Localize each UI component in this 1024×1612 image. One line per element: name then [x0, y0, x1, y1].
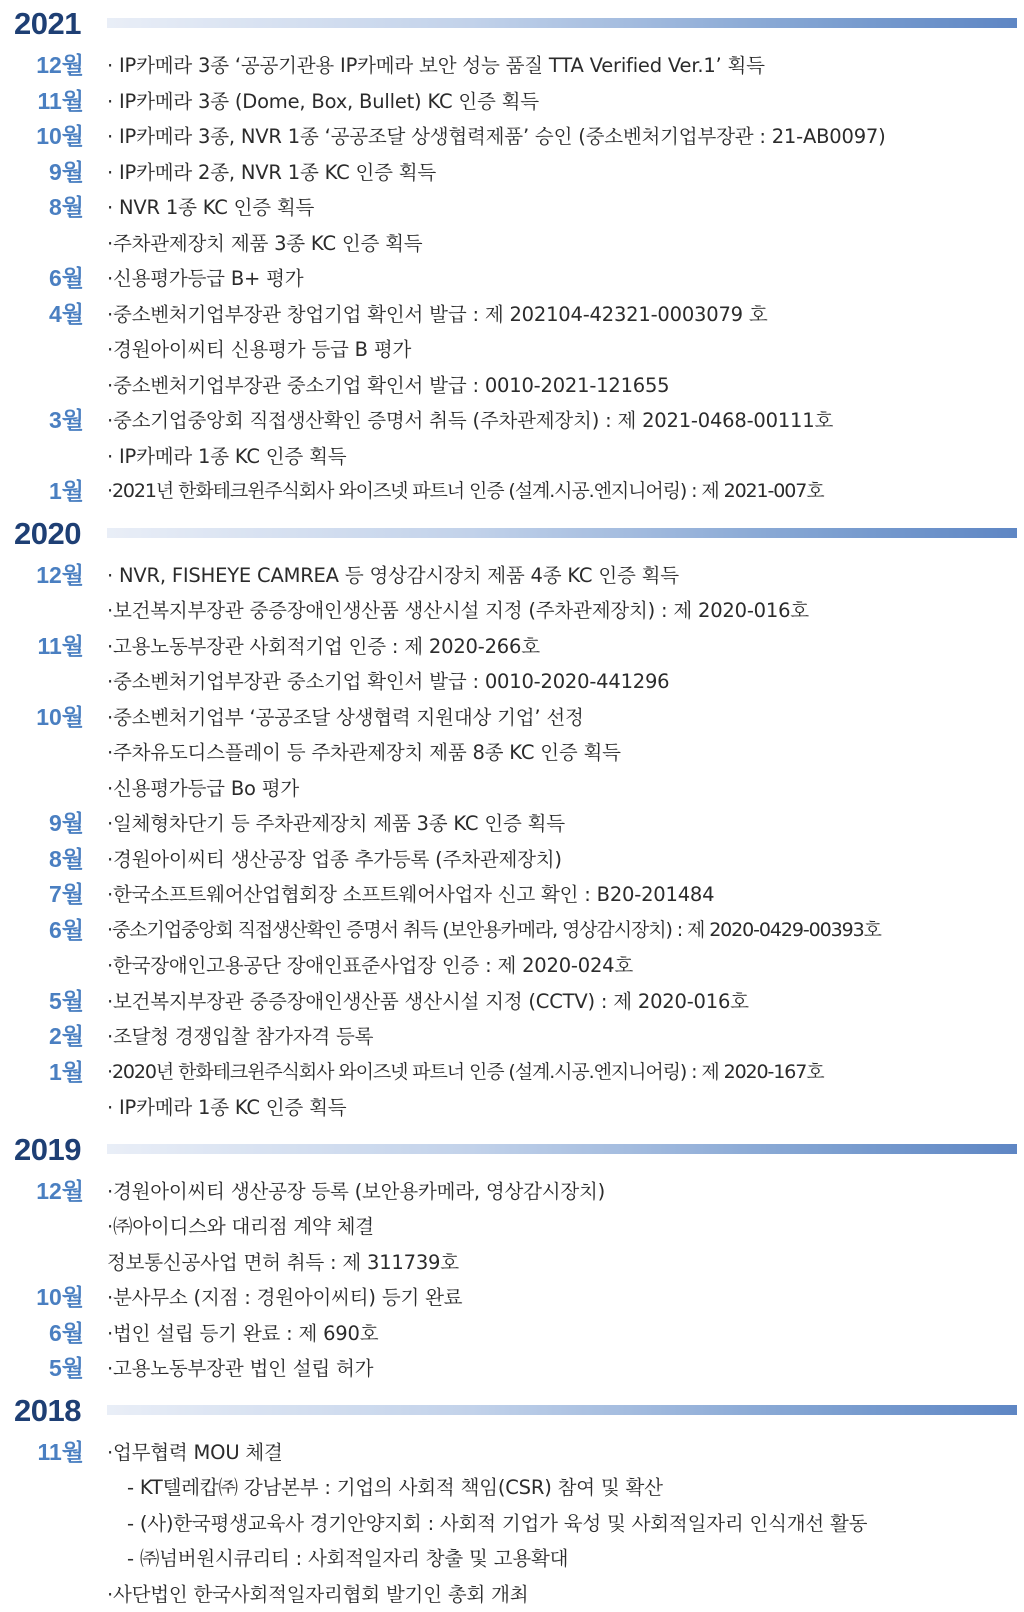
history-entry [0, 948, 1024, 984]
history-entry [0, 1541, 1024, 1577]
month-label [0, 1506, 84, 1541]
month-label: 2월 [0, 1019, 84, 1054]
history-entry [0, 1245, 1024, 1281]
month-label [0, 439, 84, 474]
month-label: 5월 [0, 1351, 84, 1386]
month-label: 9월 [0, 806, 84, 841]
history-entry [0, 700, 1024, 736]
month-label: 10월 [0, 1280, 84, 1315]
history-item-text: 정보통신공사업 면허 취득 : 제 311739호 [107, 1245, 459, 1280]
month-label [0, 771, 84, 806]
month-label [0, 593, 84, 628]
year-section-2018 [0, 1387, 1024, 1612]
history-entry [0, 297, 1024, 333]
history-item-text: ·경원아이씨티 생산공장 업종 추가등록 (주차관제장치) [107, 842, 562, 877]
history-entry [0, 1470, 1024, 1506]
month-label: 11월 [0, 84, 84, 119]
month-label [0, 948, 84, 983]
history-item-text: ·고용노동부장관 사회적기업 인증 : 제 2020-266호 [107, 629, 540, 664]
month-label [0, 368, 84, 403]
history-entry [0, 1090, 1024, 1126]
month-label [0, 1470, 84, 1505]
history-entry [0, 806, 1024, 842]
history-entry [0, 439, 1024, 475]
history-sub-item-text: - KT텔레캅㈜ 강남본부 : 기업의 사회적 책임(CSR) 참여 및 확산 [127, 1470, 663, 1505]
history-item-text: ·한국소프트웨어산업협회장 소프트웨어사업자 신고 확인 : B20-201484 [107, 877, 714, 912]
month-label [0, 664, 84, 699]
year-header [0, 0, 1024, 48]
year-section-2021 [0, 0, 1024, 510]
history-item-text: ·주차관제장치 제품 3종 KC 인증 획득 [107, 226, 422, 261]
history-entry [0, 84, 1024, 120]
year-header [0, 1126, 1024, 1174]
history-item-text: ·신용평가등급 Bo 평가 [107, 771, 299, 806]
year-divider-bar [107, 1405, 1017, 1415]
month-label: 12월 [0, 558, 84, 593]
history-sub-item-text: - (사)한국평생교육사 경기안양지회 : 사회적 기업가 육성 및 사회적일자리 인식개선 활동 [127, 1506, 867, 1541]
month-label: 11월 [0, 629, 84, 664]
month-label: 3월 [0, 403, 84, 438]
history-item-text: ·한국장애인고용공단 장애인표준사업장 인증 : 제 2020-024호 [107, 948, 633, 983]
month-label: 6월 [0, 261, 84, 296]
history-item-text: · IP카메라 2종, NVR 1종 KC 인증 획득 [107, 155, 436, 190]
history-item-text: ·㈜아이디스와 대리점 계약 체결 [107, 1209, 374, 1244]
history-entry [0, 913, 1024, 949]
year-header [0, 510, 1024, 558]
history-item-text: ·신용평가등급 B+ 평가 [107, 261, 303, 296]
history-item-text: ·중소벤처기업부장관 창업기업 확인서 발급 : 제 202104-42321-0003079 호 [107, 297, 768, 332]
month-label [0, 226, 84, 261]
month-label: 12월 [0, 1174, 84, 1209]
month-label: 8월 [0, 190, 84, 225]
history-item-text: ·중소벤처기업부장관 중소기업 확인서 발급 : 0010-2021-121655 [107, 368, 669, 403]
history-entry [0, 984, 1024, 1020]
history-item-text: ·업무협력 MOU 체결 [107, 1435, 283, 1470]
history-entry [0, 332, 1024, 368]
history-item-text: · NVR 1종 KC 인증 획득 [107, 190, 314, 225]
year-label: 2021 [14, 0, 81, 48]
month-label [0, 1090, 84, 1125]
month-label: 12월 [0, 48, 84, 83]
history-entry [0, 1019, 1024, 1055]
month-label: 4월 [0, 297, 84, 332]
month-label [0, 1577, 84, 1612]
history-item-text: ·2020년 한화테크윈주식회사 와이즈넷 파트너 인증 (설계.시공.엔지니어링) : 제 2020-167호 [107, 1055, 824, 1090]
history-entry [0, 1506, 1024, 1542]
month-label: 1월 [0, 474, 84, 509]
history-item-text: ·법인 설립 등기 완료 : 제 690호 [107, 1316, 378, 1351]
history-entry [0, 155, 1024, 191]
year-section-2019 [0, 1126, 1024, 1387]
history-entry [0, 735, 1024, 771]
history-item-text: ·경원아이씨티 생산공장 등록 (보안용카메라, 영상감시장치) [107, 1174, 605, 1209]
history-entry [0, 664, 1024, 700]
history-item-text: ·중소벤처기업부장관 중소기업 확인서 발급 : 0010-2020-441296 [107, 664, 669, 699]
history-item-text: ·고용노동부장관 법인 설립 허가 [107, 1351, 373, 1386]
history-entry [0, 261, 1024, 297]
history-item-text: ·경원아이씨티 신용평가 등급 B 평가 [107, 332, 411, 367]
month-label [0, 332, 84, 367]
history-entry [0, 842, 1024, 878]
history-entry [0, 877, 1024, 913]
history-item-text: · IP카메라 3종, NVR 1종 ‘공공조달 상생협력제품’ 승인 (중소벤처기업부장관 : 21-AB0097) [107, 119, 886, 154]
year-label: 2018 [14, 1387, 81, 1435]
history-entry [0, 1209, 1024, 1245]
history-item-text: ·사단법인 한국사회적일자리협회 발기인 총회 개최 [107, 1577, 528, 1612]
history-item-text: · IP카메라 3종 ‘공공기관용 IP카메라 보안 성능 품질 TTA Verified Ver.1’ 획득 [107, 48, 765, 83]
history-item-text: · IP카메라 1종 KC 인증 획득 [107, 1090, 346, 1125]
month-label [0, 1245, 84, 1280]
history-item-text: ·보건복지부장관 중증장애인생산품 생산시설 지정 (주차관제장치) : 제 2020-016호 [107, 593, 809, 628]
history-entry [0, 771, 1024, 807]
history-entry [0, 1055, 1024, 1091]
history-item-text: ·조달청 경쟁입찰 참가자격 등록 [107, 1019, 373, 1054]
year-section-2020 [0, 510, 1024, 1126]
history-item-text: ·일체형차단기 등 주차관제장치 제품 3종 KC 인증 획득 [107, 806, 565, 841]
history-entry [0, 48, 1024, 84]
history-entry [0, 119, 1024, 155]
history-item-text: · NVR, FISHEYE CAMREA 등 영상감시장치 제품 4종 KC 인증 획득 [107, 558, 679, 593]
history-item-text: ·2021년 한화테크윈주식회사 와이즈넷 파트너 인증 (설계.시공.엔지니어링) : 제 2021-007호 [107, 474, 824, 509]
history-entry [0, 593, 1024, 629]
history-entry [0, 1174, 1024, 1210]
history-entry [0, 368, 1024, 404]
history-item-text: ·분사무소 (지점 : 경원아이씨티) 등기 완료 [107, 1280, 462, 1315]
month-label: 6월 [0, 1316, 84, 1351]
month-label: 5월 [0, 984, 84, 1019]
history-entry [0, 403, 1024, 439]
month-label [0, 1541, 84, 1576]
month-label: 10월 [0, 700, 84, 735]
history-entry [0, 190, 1024, 226]
month-label [0, 735, 84, 770]
history-item-text: ·보건복지부장관 중증장애인생산품 생산시설 지정 (CCTV) : 제 2020-016호 [107, 984, 749, 1019]
history-item-text: ·중소기업중앙회 직접생산확인 증명서 취득 (주차관제장치) : 제 2021-0468-00111호 [107, 403, 833, 438]
history-entry [0, 1577, 1024, 1612]
year-label: 2019 [14, 1126, 81, 1174]
month-label [0, 1209, 84, 1244]
history-entry [0, 1280, 1024, 1316]
history-item-text: ·중소기업중앙회 직접생산확인 증명서 취득 (보안용카메라, 영상감시장치) : 제 2020-0429-00393호 [107, 913, 881, 948]
history-item-text: · IP카메라 1종 KC 인증 획득 [107, 439, 346, 474]
history-item-text: ·중소벤처기업부 ‘공공조달 상생협력 지원대상 기업’ 선정 [107, 700, 584, 735]
history-sub-item-text: - ㈜넘버원시큐리티 : 사회적일자리 창출 및 고용확대 [127, 1541, 568, 1576]
year-header [0, 1387, 1024, 1435]
history-entry [0, 558, 1024, 594]
year-label: 2020 [14, 510, 81, 558]
history-entry [0, 1435, 1024, 1471]
history-entry [0, 474, 1024, 510]
history-entry [0, 1316, 1024, 1352]
month-label: 7월 [0, 877, 84, 912]
history-item-text: · IP카메라 3종 (Dome, Box, Bullet) KC 인증 획득 [107, 84, 539, 119]
month-label: 10월 [0, 119, 84, 154]
history-entry [0, 629, 1024, 665]
month-label: 8월 [0, 842, 84, 877]
month-label: 6월 [0, 913, 84, 948]
year-divider-bar [107, 1144, 1017, 1154]
history-item-text: ·주차유도디스플레이 등 주차관제장치 제품 8종 KC 인증 획득 [107, 735, 621, 770]
month-label: 1월 [0, 1055, 84, 1090]
month-label: 11월 [0, 1435, 84, 1470]
history-entry [0, 226, 1024, 262]
year-divider-bar [107, 528, 1017, 538]
month-label: 9월 [0, 155, 84, 190]
history-entry [0, 1351, 1024, 1387]
year-divider-bar [107, 18, 1017, 28]
